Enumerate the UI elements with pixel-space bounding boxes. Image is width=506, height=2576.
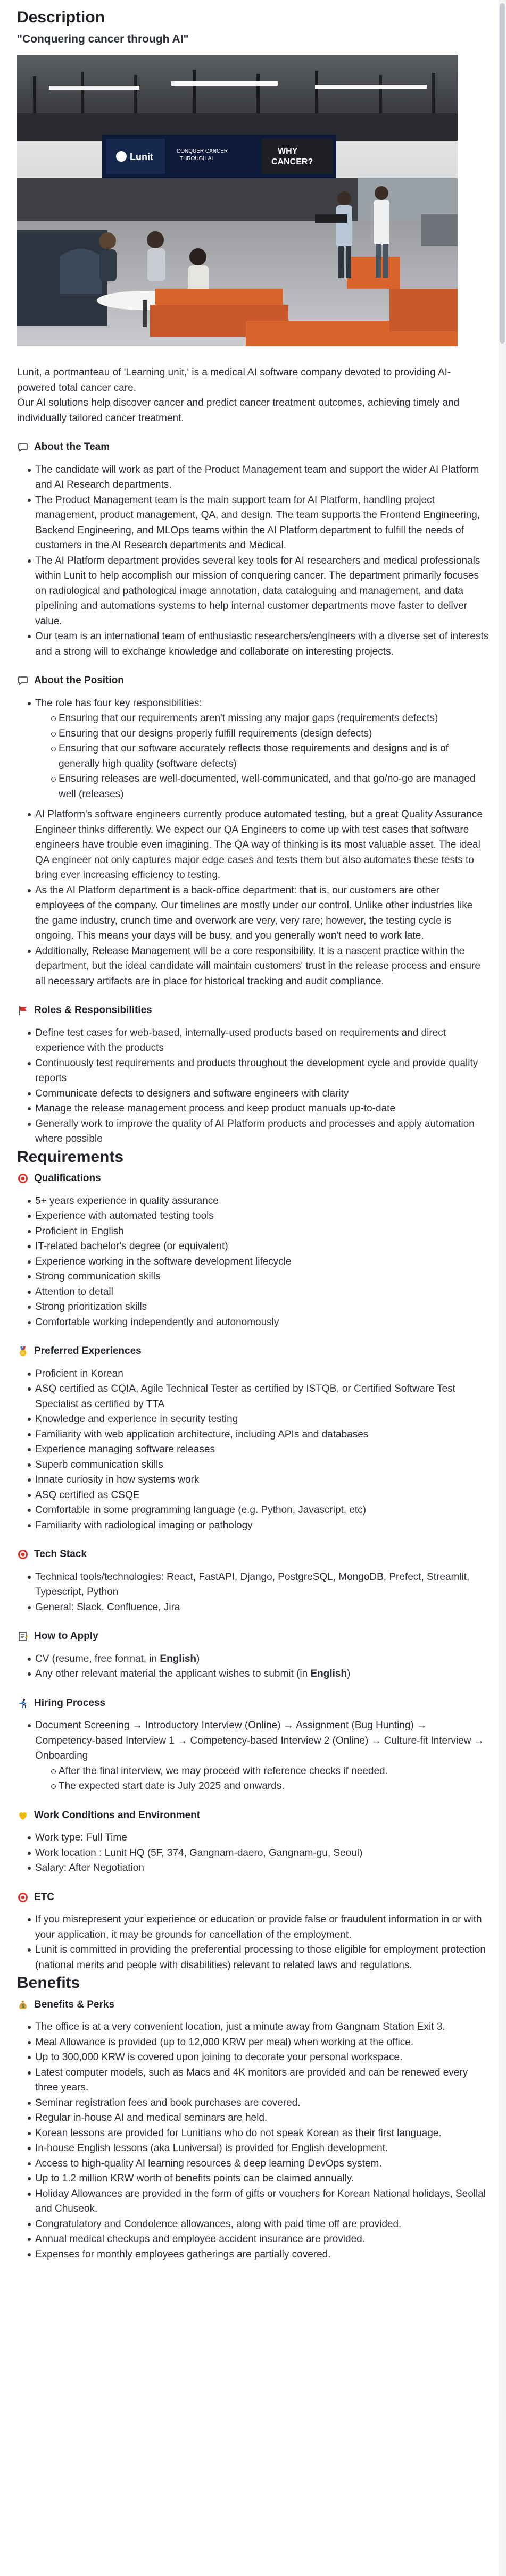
list-item: Knowledge and experience in security testing xyxy=(28,1412,489,1427)
sub-list-item: Ensuring that our software accurately reflects those requirements and designs and is of generally high quality (software defects) xyxy=(51,741,489,772)
yellow-heart-icon xyxy=(17,1810,29,1821)
list-item: Seminar registration fees and book purchases are covered. xyxy=(28,2096,489,2111)
how-to-apply-heading xyxy=(17,1629,489,1644)
intro-paragraph-2: Our AI solutions help discover cancer and predict cancer treatment outcomes, achieving timely and individually tailored cancer treatment. xyxy=(17,397,460,424)
sub-list-item: The expected start date is July 2025 and onwards. xyxy=(51,1779,489,1794)
list-item: Comfortable in some programming language (e.g. Python, Javascript, etc) xyxy=(28,1503,489,1518)
screen-right-1: WHY xyxy=(278,147,298,156)
money-bag-icon xyxy=(17,1999,29,2011)
list-item: The Product Management team is the main support team for AI Platform, handling project management, product management, QA, and design. The team supports the Frontend Engineering, Backend Engineering, and MLOps teams within the AI Platform department to fulfill the needs of customers in the AI Research departments and Medical. xyxy=(28,493,489,554)
preferred-heading xyxy=(17,1344,489,1359)
list-item: Meal Allowance is provided (up to 12,000 KRW per meal) when working at the office. xyxy=(28,2035,489,2051)
chat-bubble-icon xyxy=(17,441,29,453)
list-item: The candidate will work as part of the Product Management team and support the wider AI Platform and AI Research departments. xyxy=(28,463,489,493)
about-team-heading xyxy=(17,440,489,455)
list-item: Salary: After Negotiation xyxy=(28,1861,489,1876)
qualifications-heading xyxy=(17,1171,489,1186)
process-steps: Document Screening → Introductory Interview (Online) → Assignment (Bug Hunting) → Competency-based Interview 1 → Competency-based Interview 2 (Online) → Culture-fit Interview → Onboarding xyxy=(35,1720,484,1761)
perks-heading xyxy=(17,1997,489,2013)
chat-bubble-icon xyxy=(17,675,29,687)
list-item: Regular in-house AI and medical seminars are held. xyxy=(28,2111,489,2126)
hiring-process-heading xyxy=(17,1696,489,1711)
list-item xyxy=(28,1652,489,1667)
list-item: Experience with automated testing tools xyxy=(28,1209,489,1224)
list-item: Lunit is committed in providing the preferential processing to those eligible for employment protection (national merits and people with disabilities) relevant to related laws and regulations. xyxy=(28,1943,489,1973)
list-item xyxy=(28,1667,489,1682)
list-item: Korean lessons are provided for Lunitians who do not speak Korean as their first language. xyxy=(28,2126,489,2142)
roles-list xyxy=(17,1026,489,1147)
list-item: Define test cases for web-based, internally-used products based on requirements and direct experience with the products xyxy=(28,1026,489,1056)
about-team-list xyxy=(17,463,489,660)
sub-list-item: Ensuring releases are well-documented, well-communicated, and that go/no-go are managed well (releases) xyxy=(51,772,489,802)
list-item: As the AI Platform department is a back-office department: that is, our customers are other employees of the company. Our timelines are mostly under our control. Unlike other industries like the game industry, crunch time and overwork are very, very rare; however, the testing cycle is ongoing. This means your days will be busy, and you generally won't need to work late. xyxy=(28,883,489,944)
hiring-process-title: Hiring Process xyxy=(34,1697,106,1709)
qualifications-list xyxy=(17,1194,489,1331)
list-item: Additionally, Release Management will be a core responsibility. It is a nascent practice within the department, but the ideal candidate will maintain customers' trust in the release process and ensure all necessary artifacts are in place for historical tracking and audit compliance. xyxy=(28,944,489,990)
responsibilities-sublist xyxy=(35,711,489,802)
how-to-apply-list xyxy=(17,1652,489,1682)
runner-icon xyxy=(17,1697,29,1709)
list-item: Experience managing software releases xyxy=(28,1442,489,1458)
list-item: Up to 1.2 million KRW worth of benefits points can be claimed annually. xyxy=(28,2171,489,2187)
cv-suffix: ) xyxy=(196,1653,200,1665)
tagline: "Conquering cancer through AI" xyxy=(17,32,189,45)
svg-text:$: $ xyxy=(21,2003,24,2009)
about-position-list xyxy=(17,696,489,802)
intro-paragraph-1: Lunit, a portmanteau of 'Learning unit,' is a medical AI software company devoted to providing AI-powered total cancer care. xyxy=(17,367,451,394)
etc-list xyxy=(17,1912,489,1973)
scrollbar-thumb[interactable] xyxy=(500,3,505,344)
memo-icon xyxy=(17,1630,29,1642)
work-conditions-title: Work Conditions and Environment xyxy=(34,1809,201,1821)
preferred-list xyxy=(17,1367,489,1534)
perks-list xyxy=(17,2020,489,2262)
list-item: In-house English lessons (aka Luniversal) is provided for English development. xyxy=(28,2141,489,2156)
perks-title: Benefits & Perks xyxy=(34,1998,115,2010)
intro xyxy=(17,365,489,426)
list-item: Up to 300,000 KRW is covered upon joining to decorate your personal workspace. xyxy=(28,2050,489,2065)
list-item: Latest computer models, such as Macs and 4K monitors are provided and can be renewed every three years. xyxy=(28,2065,489,2096)
screen-right-2: CANCER? xyxy=(271,157,313,166)
list-item: Expenses for monthly employees gatherings are partially covered. xyxy=(28,2247,489,2263)
list-item xyxy=(28,696,489,802)
etc-heading xyxy=(17,1890,489,1905)
list-item: Experience working in the software development lifecycle xyxy=(28,1254,489,1270)
list-item: If you misrepresent your experience or education or provide false or fraudulent information in or with your application, it may be grounds for cancellation of the employment. xyxy=(28,1912,489,1943)
how-to-apply-title: How to Apply xyxy=(34,1630,98,1642)
other-material-text: Any other relevant material the applicant wishes to submit (in xyxy=(35,1668,311,1679)
about-position-heading xyxy=(17,673,489,689)
list-item: The office is at a very convenient location, just a minute away from Gangnam Station Exit 3. xyxy=(28,2020,489,2035)
list-item: Strong communication skills xyxy=(28,1269,489,1285)
list-item: Continuously test requirements and products throughout the development cycle and provide quality reports xyxy=(28,1056,489,1086)
list-item: ASQ certified as CQIA, Agile Technical Tester as certified by ISTQB, or Certified Software Test Specialist as certified by TTA xyxy=(28,1382,489,1412)
list-item: IT-related bachelor's degree (or equivalent) xyxy=(28,1239,489,1254)
tech-stack-list xyxy=(17,1570,489,1616)
other-material-language: English xyxy=(310,1668,347,1679)
other-material-suffix: ) xyxy=(347,1668,351,1679)
tech-stack-title: Tech Stack xyxy=(34,1549,87,1560)
list-item: Congratulatory and Condolence allowances, along with paid time off are provided. xyxy=(28,2217,489,2232)
cv-text: CV (resume, free format, in xyxy=(35,1653,160,1665)
about-team-title: About the Team xyxy=(34,441,110,453)
cv-language: English xyxy=(160,1653,197,1665)
list-item: Familiarity with radiological imaging or pathology xyxy=(28,1518,489,1534)
list-item: Superb communication skills xyxy=(28,1458,489,1473)
roles-title: Roles & Responsibilities xyxy=(34,1005,152,1016)
list-item: Familiarity with web application architecture, including APIs and databases xyxy=(28,1427,489,1443)
list-item xyxy=(28,1718,489,1794)
office-illustration xyxy=(17,55,458,346)
list-item: Work location : Lunit HQ (5F, 374, Gangnam-daero, Gangnam-gu, Seoul) xyxy=(28,1846,489,1861)
list-item: Manage the release management process and keep product manuals up-to-date xyxy=(28,1101,489,1117)
target-icon xyxy=(17,1549,29,1560)
qualifications-title: Qualifications xyxy=(34,1173,101,1184)
list-item: The AI Platform department provides several key tools for AI researchers and medical professionals within Lunit to help accomplish our mission of conquering cancer. The department primarily focuses on radiological and pathological image annotation, data cataloguing and management, and data pipelining and automations systems to help internal customer departments move faster to deliver value. xyxy=(28,554,489,630)
list-item: Proficient in English xyxy=(28,1224,489,1240)
roles-heading xyxy=(17,1003,489,1018)
tech-stack-heading xyxy=(17,1547,489,1562)
list-item: Comfortable working independently and autonomously xyxy=(28,1315,489,1331)
sub-list-item: After the final interview, we may proceed with reference checks if needed. xyxy=(51,1764,489,1779)
list-item: ASQ certified as CSQE xyxy=(28,1488,489,1503)
about-position-list-2 xyxy=(17,807,489,989)
list-item: Generally work to improve the quality of AI Platform products and processes and apply automation where possible xyxy=(28,1117,489,1147)
list-item: Communicate defects to designers and software engineers with clarity xyxy=(28,1086,489,1102)
list-item: 5+ years experience in quality assurance xyxy=(28,1194,489,1209)
benefits-title: Benefits xyxy=(17,1974,80,1992)
screen-text-2: THROUGH AI xyxy=(180,156,213,162)
work-conditions-heading xyxy=(17,1808,489,1824)
responsibilities-intro: The role has four key responsibilities: xyxy=(35,697,202,709)
red-flag-icon xyxy=(17,1005,29,1016)
logo-text: Lunit xyxy=(130,152,153,162)
work-conditions-list xyxy=(17,1830,489,1876)
list-item: Innate curiosity in how systems work xyxy=(28,1473,489,1488)
medal-icon xyxy=(17,1345,29,1357)
preferred-title: Preferred Experiences xyxy=(34,1345,142,1357)
process-notes xyxy=(35,1764,489,1794)
requirements-title: Requirements xyxy=(17,1148,124,1166)
hiring-process-list xyxy=(17,1718,489,1794)
list-item: Proficient in Korean xyxy=(28,1367,489,1382)
about-position-title: About the Position xyxy=(34,675,124,686)
sub-list-item: Ensuring that our designs properly fulfill requirements (design defects) xyxy=(51,726,489,742)
list-item: Attention to detail xyxy=(28,1285,489,1300)
list-item: General: Slack, Confluence, Jira xyxy=(28,1600,489,1616)
scrollbar[interactable] xyxy=(499,0,506,2576)
sub-list-item: Ensuring that our requirements aren't missing any major gaps (requirements defects) xyxy=(51,711,489,726)
list-item: Our team is an international team of enthusiastic researchers/engineers with a diverse set of interests and a strong will to exchange knowledge and collaborate on interesting projects. xyxy=(28,629,489,659)
list-item: AI Platform's software engineers currently produce automated testing, but a great Quality Assurance Engineer thinks differently. We expect our QA Engineers to come up with test cases that software engineers have trouble even imagining. The QA way of thinking is its most valuable asset. The ideal QA engineer not only captures major edge cases and tests them but also automates these tests to bring ever increasing efficiency to testing. xyxy=(28,807,489,883)
list-item: Holiday Allowances are provided in the form of gifts or vouchers for Korean National holidays, Seollal and Chuseok. xyxy=(28,2187,489,2217)
target-icon xyxy=(17,1173,29,1184)
list-item: Technical tools/technologies: React, FastAPI, Django, PostgreSQL, MongoDB, Prefect, Streamlit, Typescript, Python xyxy=(28,1570,489,1600)
description-title: Description xyxy=(17,9,105,26)
etc-title: ETC xyxy=(34,1891,54,1903)
screen-text-1: CONQUER CANCER xyxy=(177,148,228,154)
target-icon xyxy=(17,1892,29,1903)
office-photo xyxy=(17,55,458,346)
list-item: Work type: Full Time xyxy=(28,1830,489,1846)
list-item: Annual medical checkups and employee accident insurance are provided. xyxy=(28,2232,489,2247)
list-item: Strong prioritization skills xyxy=(28,1300,489,1315)
list-item: Access to high-quality AI learning resources & deep learning DevOps system. xyxy=(28,2156,489,2172)
